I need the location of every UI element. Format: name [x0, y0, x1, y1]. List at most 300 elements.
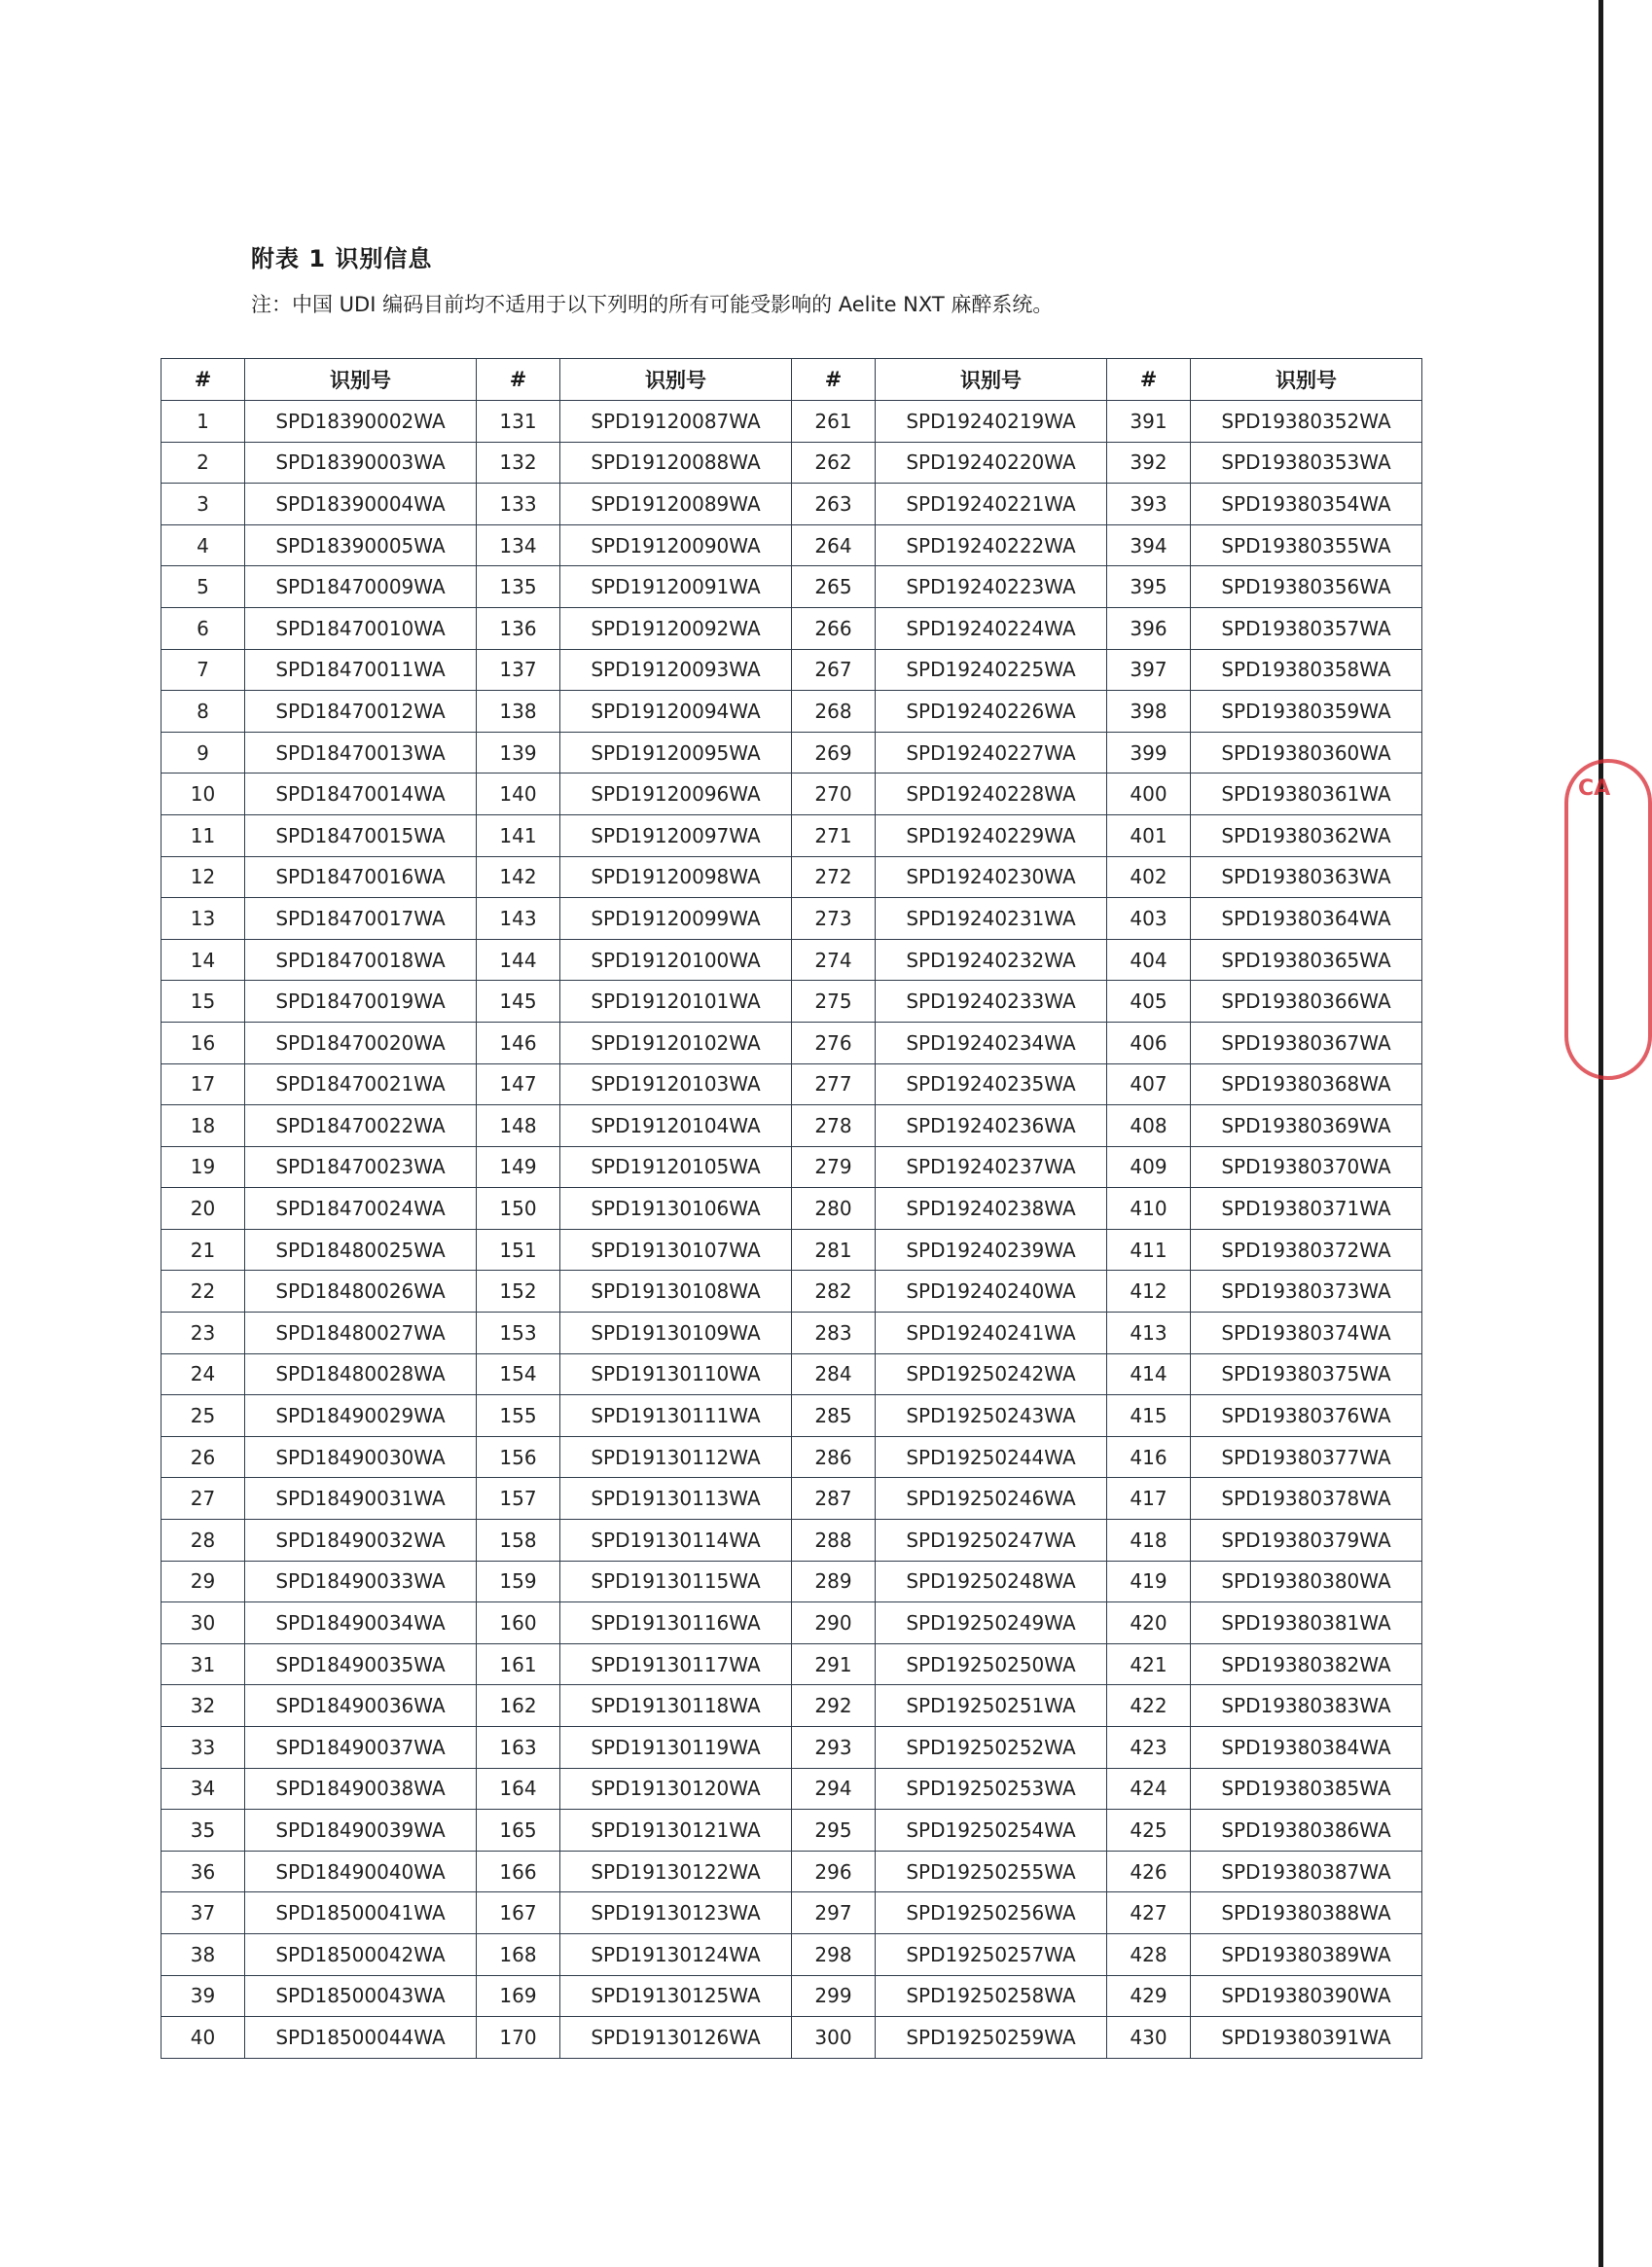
row-number-cell: 149 — [477, 1146, 560, 1188]
identifier-cell: SPD19130107WA — [560, 1229, 792, 1271]
table-row — [162, 649, 1422, 691]
identifier-cell: SPD19240231WA — [876, 898, 1107, 940]
table-row — [162, 1229, 1422, 1271]
row-number-cell: 290 — [792, 1602, 876, 1644]
table-row — [162, 774, 1422, 815]
identifier-cell: SPD18470011WA — [245, 649, 477, 691]
row-number-cell: 17 — [162, 1063, 245, 1105]
row-number-cell: 6 — [162, 607, 245, 649]
identifier-cell: SPD19130109WA — [560, 1313, 792, 1354]
row-number-cell: 33 — [162, 1727, 245, 1769]
table-row — [162, 1188, 1422, 1230]
identification-table — [161, 358, 1422, 2059]
row-number-cell: 423 — [1107, 1727, 1191, 1769]
identifier-cell: SPD19380352WA — [1191, 401, 1422, 443]
identifier-cell: SPD19250246WA — [876, 1478, 1107, 1520]
identifier-cell: SPD19380363WA — [1191, 856, 1422, 898]
row-number-cell: 32 — [162, 1685, 245, 1727]
identifier-cell: SPD18470015WA — [245, 814, 477, 856]
table-row — [162, 1602, 1422, 1644]
row-number-cell: 263 — [792, 484, 876, 525]
row-number-cell: 167 — [477, 1892, 560, 1934]
row-number-cell: 427 — [1107, 1892, 1191, 1934]
table-row — [162, 442, 1422, 484]
identifier-cell: SPD18470017WA — [245, 898, 477, 940]
row-number-cell: 146 — [477, 1022, 560, 1063]
column-header-number: # — [1107, 359, 1191, 401]
row-number-cell: 139 — [477, 732, 560, 774]
row-number-cell: 264 — [792, 524, 876, 566]
row-number-cell: 137 — [477, 649, 560, 691]
row-number-cell: 18 — [162, 1105, 245, 1147]
row-number-cell: 429 — [1107, 1975, 1191, 2017]
identifier-cell: SPD19380384WA — [1191, 1727, 1422, 1769]
row-number-cell: 395 — [1107, 566, 1191, 608]
identifier-cell: SPD19120094WA — [560, 691, 792, 733]
identifier-cell: SPD18500044WA — [245, 2017, 477, 2059]
table-row — [162, 1520, 1422, 1562]
row-number-cell: 282 — [792, 1271, 876, 1313]
identifier-cell: SPD18470024WA — [245, 1188, 477, 1230]
identifier-cell: SPD18490034WA — [245, 1602, 477, 1644]
identifier-cell: SPD19380366WA — [1191, 981, 1422, 1023]
table-row — [162, 1063, 1422, 1105]
identifier-cell: SPD19240235WA — [876, 1063, 1107, 1105]
row-number-cell: 422 — [1107, 1685, 1191, 1727]
table-row — [162, 1478, 1422, 1520]
row-number-cell: 393 — [1107, 484, 1191, 525]
row-number-cell: 159 — [477, 1561, 560, 1602]
identifier-cell: SPD19250248WA — [876, 1561, 1107, 1602]
row-number-cell: 40 — [162, 2017, 245, 2059]
identifier-cell: SPD19120103WA — [560, 1063, 792, 1105]
identifier-cell: SPD19120096WA — [560, 774, 792, 815]
identifier-cell: SPD19120095WA — [560, 732, 792, 774]
identifier-cell: SPD19120088WA — [560, 442, 792, 484]
identifier-cell: SPD19380390WA — [1191, 1975, 1422, 2017]
identifier-cell: SPD18390002WA — [245, 401, 477, 443]
row-number-cell: 1 — [162, 401, 245, 443]
identifier-cell: SPD19250255WA — [876, 1851, 1107, 1892]
identifier-cell: SPD18500041WA — [245, 1892, 477, 1934]
row-number-cell: 147 — [477, 1063, 560, 1105]
row-number-cell: 279 — [792, 1146, 876, 1188]
identifier-cell: SPD19380376WA — [1191, 1395, 1422, 1437]
row-number-cell: 3 — [162, 484, 245, 525]
row-number-cell: 14 — [162, 939, 245, 981]
column-header-number: # — [792, 359, 876, 401]
row-number-cell: 153 — [477, 1313, 560, 1354]
table-row — [162, 1975, 1422, 2017]
table-row — [162, 524, 1422, 566]
identifier-cell: SPD18490033WA — [245, 1561, 477, 1602]
row-number-cell: 9 — [162, 732, 245, 774]
row-number-cell: 25 — [162, 1395, 245, 1437]
identifier-cell: SPD19130125WA — [560, 1975, 792, 2017]
identifier-cell: SPD18470023WA — [245, 1146, 477, 1188]
row-number-cell: 293 — [792, 1727, 876, 1769]
row-number-cell: 417 — [1107, 1478, 1191, 1520]
table-row — [162, 1727, 1422, 1769]
identifier-cell: SPD19240223WA — [876, 566, 1107, 608]
identifier-cell: SPD18490029WA — [245, 1395, 477, 1437]
table-row — [162, 401, 1422, 443]
red-seal-stamp — [1564, 759, 1652, 1080]
identifier-cell: SPD19130110WA — [560, 1353, 792, 1395]
row-number-cell: 161 — [477, 1643, 560, 1685]
table-row — [162, 607, 1422, 649]
row-number-cell: 298 — [792, 1933, 876, 1975]
identifier-cell: SPD18470019WA — [245, 981, 477, 1023]
row-number-cell: 275 — [792, 981, 876, 1023]
row-number-cell: 164 — [477, 1768, 560, 1810]
row-number-cell: 28 — [162, 1520, 245, 1562]
row-number-cell: 284 — [792, 1353, 876, 1395]
row-number-cell: 163 — [477, 1727, 560, 1769]
identifier-cell: SPD18500043WA — [245, 1975, 477, 2017]
row-number-cell: 135 — [477, 566, 560, 608]
identifier-cell: SPD19380359WA — [1191, 691, 1422, 733]
table-row — [162, 856, 1422, 898]
identifier-cell: SPD18490030WA — [245, 1436, 477, 1478]
identifier-cell: SPD19120089WA — [560, 484, 792, 525]
identifier-cell: SPD19240230WA — [876, 856, 1107, 898]
row-number-cell: 156 — [477, 1436, 560, 1478]
identifier-cell: SPD19240234WA — [876, 1022, 1107, 1063]
identifier-cell: SPD18500042WA — [245, 1933, 477, 1975]
row-number-cell: 399 — [1107, 732, 1191, 774]
identifier-cell: SPD19120098WA — [560, 856, 792, 898]
page-note: 注：中国 UDI 编码目前均不适用于以下列明的所有可能受影响的 Aelite NXT 麻醉系统。 — [251, 293, 1054, 316]
row-number-cell: 165 — [477, 1810, 560, 1852]
identifier-cell: SPD19380388WA — [1191, 1892, 1422, 1934]
column-header-id: 识别号 — [245, 359, 477, 401]
table-row — [162, 566, 1422, 608]
identifier-cell: SPD18470010WA — [245, 607, 477, 649]
row-number-cell: 404 — [1107, 939, 1191, 981]
identifier-cell: SPD19120092WA — [560, 607, 792, 649]
table-row — [162, 1353, 1422, 1395]
identifier-cell: SPD19130111WA — [560, 1395, 792, 1437]
row-number-cell: 283 — [792, 1313, 876, 1354]
row-number-cell: 424 — [1107, 1768, 1191, 1810]
identifier-cell: SPD19380385WA — [1191, 1768, 1422, 1810]
row-number-cell: 12 — [162, 856, 245, 898]
identifier-cell: SPD19240219WA — [876, 401, 1107, 443]
table-row — [162, 1146, 1422, 1188]
identifier-cell: SPD19380369WA — [1191, 1105, 1422, 1147]
identifier-cell: SPD19130114WA — [560, 1520, 792, 1562]
row-number-cell: 296 — [792, 1851, 876, 1892]
row-number-cell: 150 — [477, 1188, 560, 1230]
row-number-cell: 286 — [792, 1436, 876, 1478]
identifier-cell: SPD19130106WA — [560, 1188, 792, 1230]
row-number-cell: 392 — [1107, 442, 1191, 484]
identifier-cell: SPD19250258WA — [876, 1975, 1107, 2017]
row-number-cell: 144 — [477, 939, 560, 981]
page-title: 附表 1 识别信息 — [251, 245, 433, 272]
identifier-cell: SPD18480025WA — [245, 1229, 477, 1271]
identifier-cell: SPD19250253WA — [876, 1768, 1107, 1810]
identifier-cell: SPD19120087WA — [560, 401, 792, 443]
identifier-cell: SPD19380370WA — [1191, 1146, 1422, 1188]
row-number-cell: 420 — [1107, 1602, 1191, 1644]
row-number-cell: 292 — [792, 1685, 876, 1727]
row-number-cell: 273 — [792, 898, 876, 940]
row-number-cell: 141 — [477, 814, 560, 856]
row-number-cell: 266 — [792, 607, 876, 649]
identifier-cell: SPD19240240WA — [876, 1271, 1107, 1313]
row-number-cell: 416 — [1107, 1436, 1191, 1478]
page-edge — [1598, 0, 1603, 2267]
row-number-cell: 391 — [1107, 401, 1191, 443]
identifier-cell: SPD19380357WA — [1191, 607, 1422, 649]
row-number-cell: 403 — [1107, 898, 1191, 940]
row-number-cell: 16 — [162, 1022, 245, 1063]
row-number-cell: 4 — [162, 524, 245, 566]
row-number-cell: 261 — [792, 401, 876, 443]
row-number-cell: 276 — [792, 1022, 876, 1063]
identifier-cell: SPD19120091WA — [560, 566, 792, 608]
identifier-cell: SPD19240233WA — [876, 981, 1107, 1023]
identifier-cell: SPD19380356WA — [1191, 566, 1422, 608]
identifier-cell: SPD19240232WA — [876, 939, 1107, 981]
identifier-cell: SPD18480026WA — [245, 1271, 477, 1313]
identifier-cell: SPD19120100WA — [560, 939, 792, 981]
identifier-cell: SPD19120097WA — [560, 814, 792, 856]
row-number-cell: 269 — [792, 732, 876, 774]
identifier-cell: SPD19250252WA — [876, 1727, 1107, 1769]
row-number-cell: 157 — [477, 1478, 560, 1520]
identifier-cell: SPD19380368WA — [1191, 1063, 1422, 1105]
row-number-cell: 30 — [162, 1602, 245, 1644]
identifier-cell: SPD19120102WA — [560, 1022, 792, 1063]
row-number-cell: 131 — [477, 401, 560, 443]
identifier-cell: SPD19380389WA — [1191, 1933, 1422, 1975]
table-row — [162, 1105, 1422, 1147]
row-number-cell: 7 — [162, 649, 245, 691]
row-number-cell: 166 — [477, 1851, 560, 1892]
identifier-cell: SPD19250249WA — [876, 1602, 1107, 1644]
identifier-cell: SPD18390004WA — [245, 484, 477, 525]
row-number-cell: 22 — [162, 1271, 245, 1313]
row-number-cell: 408 — [1107, 1105, 1191, 1147]
identifier-cell: SPD19130118WA — [560, 1685, 792, 1727]
row-number-cell: 26 — [162, 1436, 245, 1478]
identifier-cell: SPD18480027WA — [245, 1313, 477, 1354]
stamp-text: CA — [1578, 776, 1611, 801]
identifier-cell: SPD19250242WA — [876, 1353, 1107, 1395]
row-number-cell: 411 — [1107, 1229, 1191, 1271]
row-number-cell: 145 — [477, 981, 560, 1023]
row-number-cell: 140 — [477, 774, 560, 815]
identifier-cell: SPD18470020WA — [245, 1022, 477, 1063]
column-header-id: 识别号 — [876, 359, 1107, 401]
table-row — [162, 981, 1422, 1023]
identifier-cell: SPD19240241WA — [876, 1313, 1107, 1354]
row-number-cell: 278 — [792, 1105, 876, 1147]
row-number-cell: 15 — [162, 981, 245, 1023]
identifier-cell: SPD19380383WA — [1191, 1685, 1422, 1727]
identifier-cell: SPD19130108WA — [560, 1271, 792, 1313]
row-number-cell: 412 — [1107, 1271, 1191, 1313]
identifier-cell: SPD18480028WA — [245, 1353, 477, 1395]
identifier-cell: SPD19240225WA — [876, 649, 1107, 691]
identifier-cell: SPD18490031WA — [245, 1478, 477, 1520]
identifier-cell: SPD19250244WA — [876, 1436, 1107, 1478]
row-number-cell: 148 — [477, 1105, 560, 1147]
column-header-number: # — [162, 359, 245, 401]
row-number-cell: 400 — [1107, 774, 1191, 815]
row-number-cell: 36 — [162, 1851, 245, 1892]
identifier-cell: SPD19380362WA — [1191, 814, 1422, 856]
identifier-cell: SPD19380380WA — [1191, 1561, 1422, 1602]
identifier-cell: SPD18490040WA — [245, 1851, 477, 1892]
identifier-cell: SPD19380364WA — [1191, 898, 1422, 940]
column-header-id: 识别号 — [1191, 359, 1422, 401]
row-number-cell: 170 — [477, 2017, 560, 2059]
table-row — [162, 1892, 1422, 1934]
identifier-cell: SPD19130112WA — [560, 1436, 792, 1478]
table-row — [162, 691, 1422, 733]
row-number-cell: 270 — [792, 774, 876, 815]
row-number-cell: 11 — [162, 814, 245, 856]
identifier-cell: SPD18470016WA — [245, 856, 477, 898]
table-row — [162, 898, 1422, 940]
identifier-cell: SPD19240222WA — [876, 524, 1107, 566]
row-number-cell: 19 — [162, 1146, 245, 1188]
row-number-cell: 134 — [477, 524, 560, 566]
table-row — [162, 814, 1422, 856]
row-number-cell: 23 — [162, 1313, 245, 1354]
identifier-cell: SPD18470018WA — [245, 939, 477, 981]
identifier-cell: SPD19380377WA — [1191, 1436, 1422, 1478]
row-number-cell: 288 — [792, 1520, 876, 1562]
row-number-cell: 10 — [162, 774, 245, 815]
identifier-cell: SPD19130117WA — [560, 1643, 792, 1685]
identifier-cell: SPD18470014WA — [245, 774, 477, 815]
identifier-cell: SPD18470022WA — [245, 1105, 477, 1147]
identifier-cell: SPD19380386WA — [1191, 1810, 1422, 1852]
row-number-cell: 5 — [162, 566, 245, 608]
row-number-cell: 136 — [477, 607, 560, 649]
identifier-cell: SPD18490038WA — [245, 1768, 477, 1810]
identifier-cell: SPD19130121WA — [560, 1810, 792, 1852]
identifier-cell: SPD19380355WA — [1191, 524, 1422, 566]
identifier-cell: SPD19380381WA — [1191, 1602, 1422, 1644]
identifier-cell: SPD19380372WA — [1191, 1229, 1422, 1271]
table-row — [162, 1768, 1422, 1810]
row-number-cell: 143 — [477, 898, 560, 940]
identifier-cell: SPD19380361WA — [1191, 774, 1422, 815]
row-number-cell: 402 — [1107, 856, 1191, 898]
identifier-cell: SPD19250247WA — [876, 1520, 1107, 1562]
row-number-cell: 410 — [1107, 1188, 1191, 1230]
row-number-cell: 396 — [1107, 607, 1191, 649]
row-number-cell: 34 — [162, 1768, 245, 1810]
identifier-cell: SPD19380371WA — [1191, 1188, 1422, 1230]
row-number-cell: 401 — [1107, 814, 1191, 856]
identifier-cell: SPD19240237WA — [876, 1146, 1107, 1188]
table-row — [162, 2017, 1422, 2059]
row-number-cell: 413 — [1107, 1313, 1191, 1354]
identifier-cell: SPD19250251WA — [876, 1685, 1107, 1727]
row-number-cell: 297 — [792, 1892, 876, 1934]
table-row — [162, 1313, 1422, 1354]
table-row — [162, 732, 1422, 774]
identifier-cell: SPD19120101WA — [560, 981, 792, 1023]
row-number-cell: 262 — [792, 442, 876, 484]
row-number-cell: 20 — [162, 1188, 245, 1230]
identifier-cell: SPD19120090WA — [560, 524, 792, 566]
row-number-cell: 142 — [477, 856, 560, 898]
identifier-cell: SPD18390003WA — [245, 442, 477, 484]
identifier-cell: SPD19130124WA — [560, 1933, 792, 1975]
row-number-cell: 291 — [792, 1643, 876, 1685]
row-number-cell: 394 — [1107, 524, 1191, 566]
identifier-cell: SPD19250254WA — [876, 1810, 1107, 1852]
identifier-cell: SPD19250259WA — [876, 2017, 1107, 2059]
identifier-cell: SPD19250257WA — [876, 1933, 1107, 1975]
row-number-cell: 138 — [477, 691, 560, 733]
row-number-cell: 35 — [162, 1810, 245, 1852]
identifier-cell: SPD18490037WA — [245, 1727, 477, 1769]
identifier-cell: SPD19380382WA — [1191, 1643, 1422, 1685]
identifier-cell: SPD19130123WA — [560, 1892, 792, 1934]
identifier-cell: SPD19240236WA — [876, 1105, 1107, 1147]
row-number-cell: 29 — [162, 1561, 245, 1602]
identifier-cell: SPD19130126WA — [560, 2017, 792, 2059]
table-header-row — [162, 359, 1422, 401]
row-number-cell: 37 — [162, 1892, 245, 1934]
row-number-cell: 272 — [792, 856, 876, 898]
identifier-cell: SPD18470021WA — [245, 1063, 477, 1105]
identifier-cell: SPD19380354WA — [1191, 484, 1422, 525]
row-number-cell: 294 — [792, 1768, 876, 1810]
identifier-cell: SPD19130113WA — [560, 1478, 792, 1520]
identifier-cell: SPD19380391WA — [1191, 2017, 1422, 2059]
row-number-cell: 287 — [792, 1478, 876, 1520]
row-number-cell: 280 — [792, 1188, 876, 1230]
table-row — [162, 939, 1422, 981]
row-number-cell: 405 — [1107, 981, 1191, 1023]
identifier-cell: SPD19380353WA — [1191, 442, 1422, 484]
row-number-cell: 31 — [162, 1643, 245, 1685]
row-number-cell: 430 — [1107, 2017, 1191, 2059]
row-number-cell: 155 — [477, 1395, 560, 1437]
row-number-cell: 132 — [477, 442, 560, 484]
row-number-cell: 277 — [792, 1063, 876, 1105]
row-number-cell: 151 — [477, 1229, 560, 1271]
row-number-cell: 406 — [1107, 1022, 1191, 1063]
table-row — [162, 1933, 1422, 1975]
identifier-cell: SPD19240239WA — [876, 1229, 1107, 1271]
identifier-cell: SPD19380378WA — [1191, 1478, 1422, 1520]
identifier-cell: SPD19380360WA — [1191, 732, 1422, 774]
identifier-cell: SPD19240227WA — [876, 732, 1107, 774]
identifier-cell: SPD19240229WA — [876, 814, 1107, 856]
row-number-cell: 426 — [1107, 1851, 1191, 1892]
row-number-cell: 300 — [792, 2017, 876, 2059]
identifier-cell: SPD19380358WA — [1191, 649, 1422, 691]
row-number-cell: 271 — [792, 814, 876, 856]
row-number-cell: 2 — [162, 442, 245, 484]
table-row — [162, 1271, 1422, 1313]
row-number-cell: 13 — [162, 898, 245, 940]
row-number-cell: 295 — [792, 1810, 876, 1852]
identifier-cell: SPD19250243WA — [876, 1395, 1107, 1437]
identifier-cell: SPD19240221WA — [876, 484, 1107, 525]
